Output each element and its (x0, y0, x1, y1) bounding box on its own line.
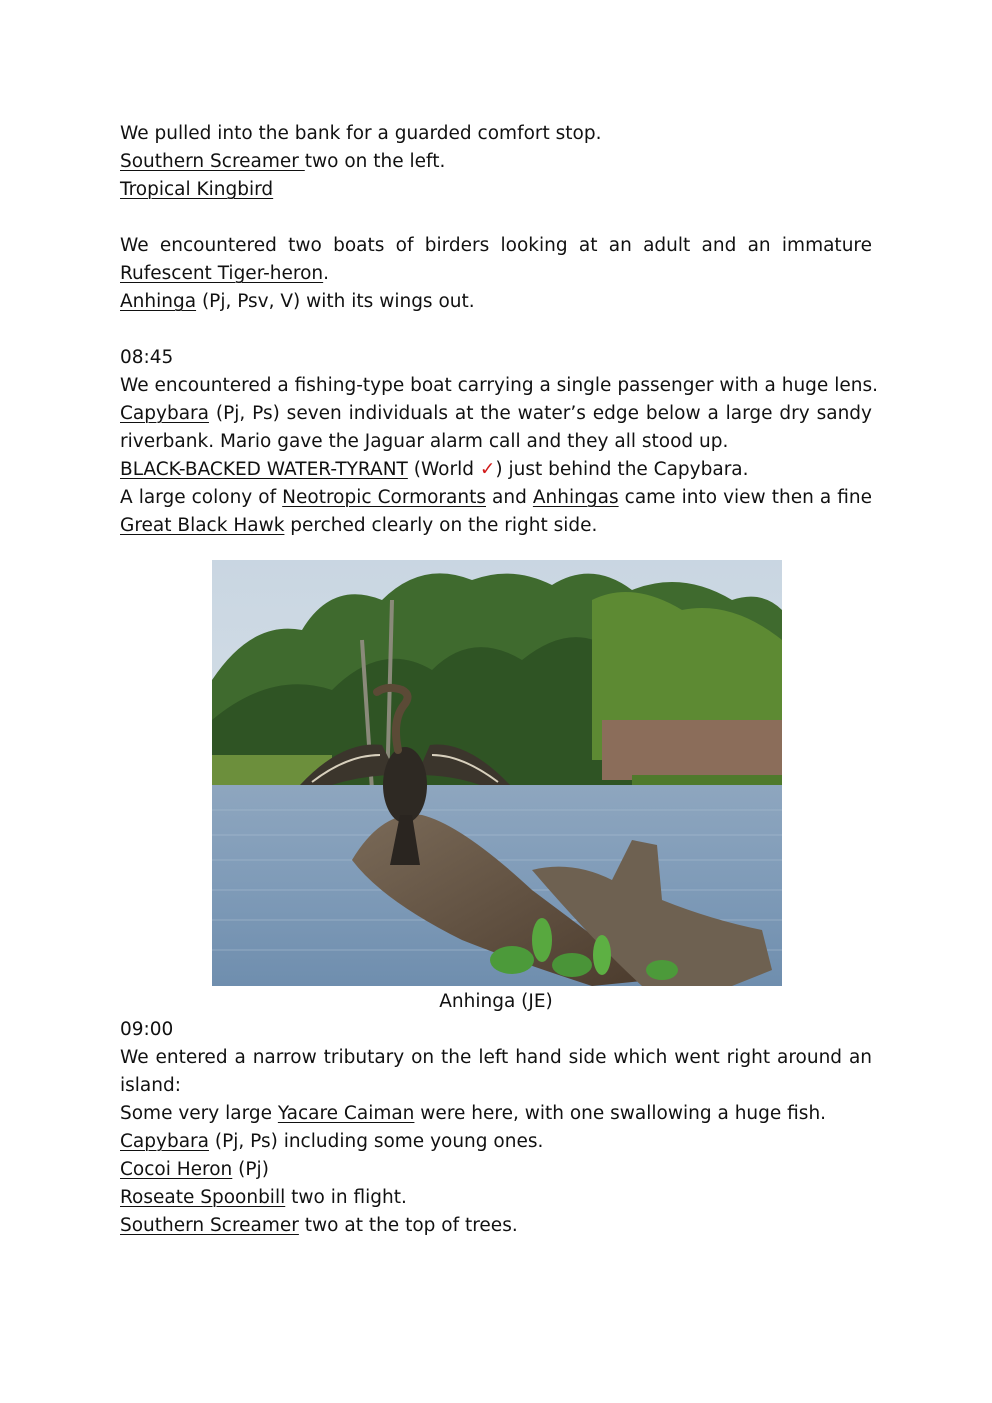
anhinga-note: (Pj, Psv, V) with its wings out. (196, 291, 475, 312)
water-tyrant-note: ) just behind the Capybara. (495, 459, 749, 480)
great-black-hawk-link[interactable]: Great Black Hawk (120, 515, 285, 536)
caiman-line (120, 1100, 872, 1128)
hawk-note: perched clearly on the right side. (284, 515, 598, 536)
black-backed-water-tyrant-link[interactable]: BLACK-BACKED WATER-TYRANT (120, 459, 408, 480)
tropical-kingbird-line (120, 176, 872, 204)
birder-boats-line (120, 232, 872, 288)
capybara-young-line (120, 1128, 872, 1156)
caiman-pre-text: Some very large (120, 1103, 278, 1124)
water-tyrant-line (120, 456, 872, 484)
southern-screamer-line (120, 148, 872, 176)
anhinga-photo (212, 560, 782, 986)
capybara-link[interactable]: Capybara (120, 403, 209, 424)
capybara-paragraph (120, 400, 872, 456)
anhinga-link[interactable]: Anhinga (120, 291, 197, 312)
paragraph-gap (120, 204, 872, 232)
capybara-link-2[interactable]: Capybara (120, 1131, 209, 1152)
birder-boats-text: We encountered two boats of birders looking at an adult and an immature (120, 235, 872, 256)
southern-screamer-trees-note: two at the top of trees. (298, 1215, 518, 1236)
and-text: and (486, 487, 533, 508)
comfort-stop-line: We pulled into the bank for a guarded comfort stop. (120, 123, 602, 144)
capybara-note: (Pj, Ps) seven individuals at the water’s edge below a large dry sandy riverbank. Mario gave the Jaguar alarm call and they all stood up. (120, 403, 872, 452)
roseate-spoonbill-line (120, 1184, 872, 1212)
southern-screamer-link[interactable]: Southern Screamer (120, 151, 305, 172)
time-0845: 08:45 (120, 347, 174, 368)
tropical-kingbird-link[interactable]: Tropical Kingbird (120, 179, 274, 200)
colony-rest: came into view then a fine (618, 487, 872, 508)
cocoi-heron-line (120, 1156, 872, 1184)
photo-caption: Anhinga (JE) (439, 991, 553, 1012)
roseate-spoonbill-note: two in flight. (285, 1187, 407, 1208)
document-page (120, 120, 878, 1240)
roseate-spoonbill-link[interactable]: Roseate Spoonbill (120, 1187, 286, 1208)
capybara-young-note: (Pj, Ps) including some young ones. (208, 1131, 544, 1152)
period-text: . (323, 263, 330, 284)
rufescent-tiger-heron-link[interactable]: Rufescent Tiger-heron (120, 263, 324, 284)
cocoi-heron-link[interactable]: Cocoi Heron (120, 1159, 233, 1180)
fishing-boat-line: We encountered a fishing-type boat carrying a single passenger with a huge lens. (120, 375, 878, 396)
colony-paragraph (120, 484, 872, 540)
southern-screamer-trees-line (120, 1212, 872, 1240)
neotropic-cormorants-link[interactable]: Neotropic Cormorants (282, 487, 486, 508)
southern-screamer-note: two on the left. (304, 151, 446, 172)
yacare-caiman-link[interactable]: Yacare Caiman (277, 1103, 415, 1124)
anhinga-line (120, 288, 872, 316)
cocoi-heron-note: (Pj) (232, 1159, 269, 1180)
colony-text: A large colony of (120, 487, 283, 508)
paragraph-gap (120, 316, 872, 344)
southern-screamer-link-2[interactable]: Southern Screamer (120, 1215, 299, 1236)
anhingas-link[interactable]: Anhingas (532, 487, 619, 508)
time-0900: 09:00 (120, 1019, 174, 1040)
tributary-paragraph: We entered a narrow tributary on the left hand side which went right around an island: (120, 1047, 872, 1096)
checkmark-icon: ✓ (479, 459, 496, 480)
caiman-note: were here, with one swallowing a huge fish. (414, 1103, 827, 1124)
anhinga-photo-illustration (212, 560, 782, 986)
world-text: (World (407, 459, 480, 480)
